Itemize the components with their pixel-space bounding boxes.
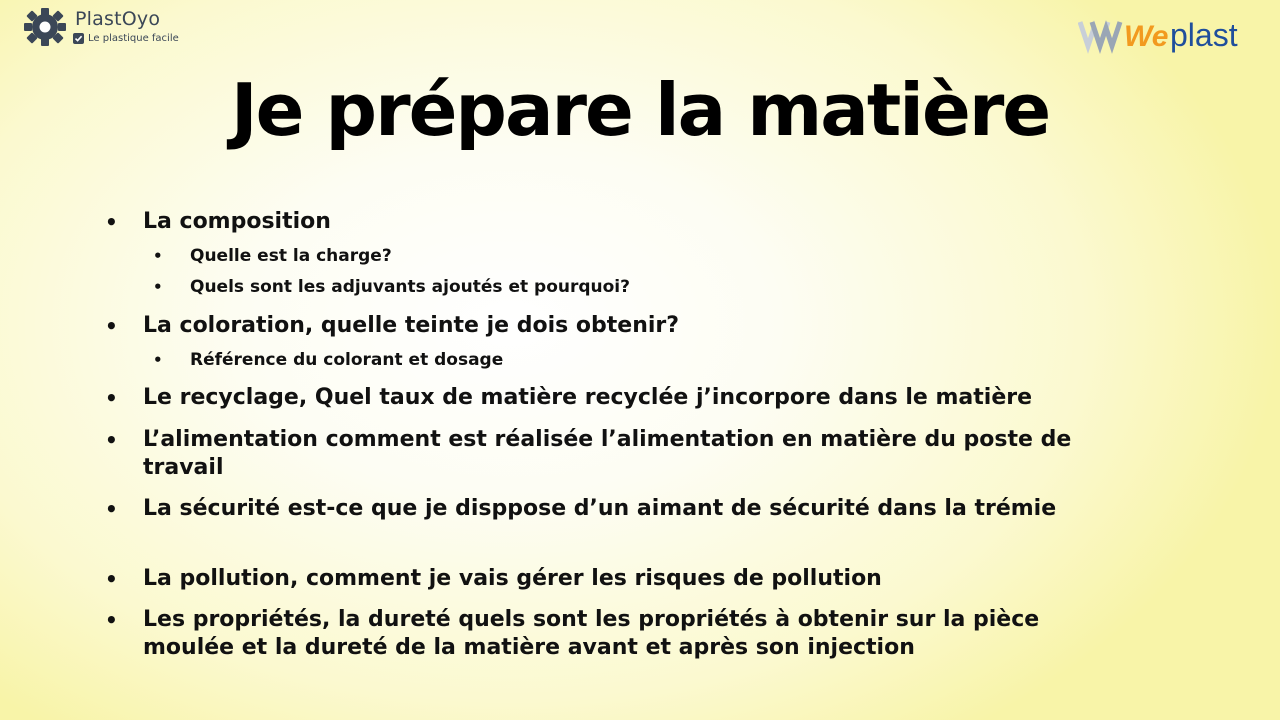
sub-bullet-marker: • (153, 278, 163, 296)
gear-icon (20, 6, 70, 48)
sub-item-colorant: Référence du colorant et dosage (190, 350, 504, 370)
weplast-we-text: We (1124, 20, 1169, 53)
brand-tagline-row (73, 33, 179, 44)
list-item-recyclage: Le recyclage, Quel taux de matière recyclée j’incorpore dans le matière (143, 385, 1033, 410)
brand-name: PlastOyo (75, 8, 161, 30)
list-item-coloration: La coloration, quelle teinte je dois obtenir? (143, 313, 680, 338)
sub-bullet-marker: • (153, 247, 163, 265)
list-item-securite: La sécurité est-ce que je disppose d’un aimant de sécurité dans la trémie (143, 496, 1057, 521)
brand-tagline: Le plastique facile (88, 33, 179, 44)
bullet-marker: • (105, 386, 118, 410)
weplast-plast-text: plast (1170, 17, 1238, 53)
bullet-marker: • (105, 314, 118, 338)
slide-title: Je prépare la matière (230, 68, 1050, 152)
bullet-marker: • (105, 428, 118, 452)
list-item-alimentation: L’alimentation comment est réalisée l’alimentation en matière du poste de travail (143, 427, 1072, 480)
sub-item-charge: Quelle est la charge? (190, 246, 392, 266)
plastoyo-logo (20, 6, 220, 52)
bullet-marker: • (105, 497, 118, 521)
checkbox-icon (73, 33, 84, 44)
sub-bullet-marker: • (153, 351, 163, 369)
list-item-pollution: La pollution, comment je vais gérer les risques de pollution (143, 566, 882, 591)
sub-item-adjuvants: Quels sont les adjuvants ajoutés et pourquoi? (190, 277, 630, 297)
bullet-marker: • (105, 210, 118, 234)
list-item-composition: La composition (143, 209, 331, 234)
list-item-proprietes: Les propriétés, la dureté quels sont les propriétés à obtenir sur la pièce moulée et la dureté de la matière avant et après son injection (143, 607, 1040, 660)
bullet-marker: • (105, 608, 118, 632)
bullet-marker: • (105, 567, 118, 591)
weplast-logo (1078, 12, 1274, 54)
